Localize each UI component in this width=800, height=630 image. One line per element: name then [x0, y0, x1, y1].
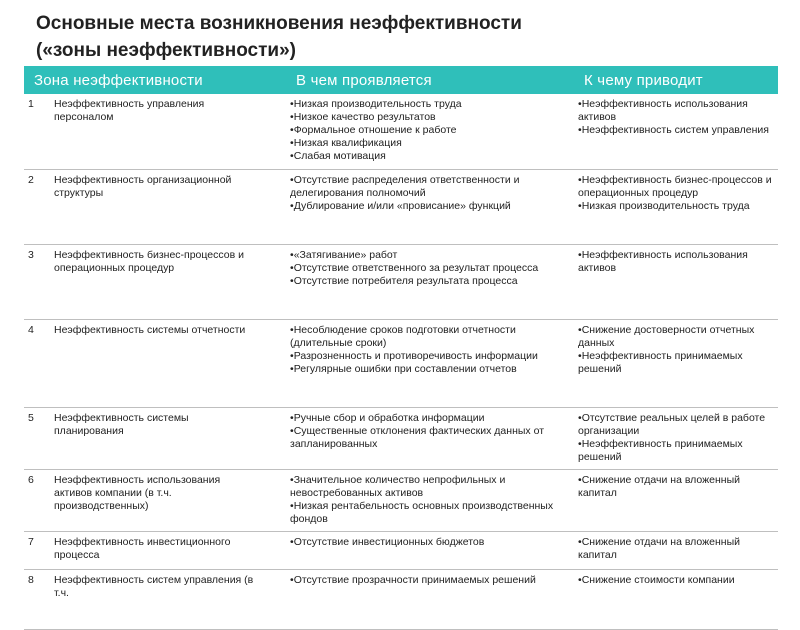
table-header — [24, 66, 778, 94]
zone-cell — [24, 569, 286, 629]
consequence-list — [578, 574, 772, 587]
consequence-item: • Неэффективность использования активов — [578, 249, 772, 275]
table-row — [24, 531, 778, 569]
manifestation-item: • Отсутствие распределения ответственности и делегирования полномочий — [290, 174, 568, 200]
manifestation-item: • Отсутствие потребителя результата процесса — [290, 275, 568, 288]
table-row — [24, 319, 778, 407]
manifestation-list — [290, 474, 568, 526]
zone-name: Неэффективность управления персоналом — [54, 98, 205, 123]
zone-cell — [24, 319, 286, 407]
zone-name: Неэффективность использования активов компании (в т.ч. производственных) — [54, 473, 221, 512]
manifestation-item: • Низкая рентабельность основных производственных фондов — [290, 500, 568, 526]
manifestation-cell — [286, 569, 574, 629]
consequence-cell — [574, 319, 778, 407]
table-row — [24, 469, 778, 531]
manifestation-list — [290, 412, 568, 451]
consequence-item: • Низкая производительность труда — [578, 200, 772, 213]
table-row — [24, 407, 778, 469]
row-number: 6 — [28, 473, 34, 486]
consequence-item: • Снижение отдачи на вложенный капитал — [578, 536, 772, 562]
zone-name: Неэффективность систем управления (в т.ч. — [54, 573, 254, 599]
consequence-list — [578, 412, 772, 464]
manifestation-list — [290, 324, 568, 376]
slide-title-line-2: («зоны неэффективности») — [36, 40, 297, 61]
consequence-list — [578, 174, 772, 213]
consequence-list — [578, 98, 772, 137]
consequence-cell — [574, 569, 778, 629]
consequence-list — [578, 474, 772, 500]
zone-name: Неэффективность системы отчетности — [54, 323, 246, 336]
inefficiency-table — [24, 66, 778, 630]
header-consequence: К чему приводит — [574, 66, 778, 94]
manifestation-item: • Отсутствие прозрачности принимаемых решений — [290, 574, 568, 587]
manifestation-item: • Значительное количество непрофильных и невостребованных активов — [290, 474, 568, 500]
table-body — [24, 94, 778, 629]
manifestation-cell — [286, 531, 574, 569]
manifestation-item: • Низкая квалификация — [290, 137, 568, 150]
manifestation-item: • Формальное отношение к работе — [290, 124, 568, 137]
manifestation-item: • Разрозненность и противоречивость информации — [290, 350, 568, 363]
zone-name: Неэффективность инвестиционного процесса — [54, 535, 231, 561]
table-row — [24, 169, 778, 244]
row-number: 4 — [28, 323, 34, 336]
manifestation-item: • Регулярные ошибки при составлении отчетов — [290, 363, 568, 376]
manifestation-cell — [286, 407, 574, 469]
consequence-item: • Неэффективность принимаемых решений — [578, 438, 772, 464]
manifestation-item: • Низкая производительность труда — [290, 98, 568, 111]
consequence-cell — [574, 469, 778, 531]
row-number: 5 — [28, 411, 34, 424]
zone-cell — [24, 169, 286, 244]
zone-cell — [24, 407, 286, 469]
consequence-item: • Снижение отдачи на вложенный капитал — [578, 474, 772, 500]
table-row — [24, 244, 778, 319]
consequence-list — [578, 324, 772, 376]
manifestation-item: • Дублирование и/или «провисание» функций — [290, 200, 568, 213]
row-number: 7 — [28, 535, 34, 548]
table — [24, 66, 778, 630]
consequence-cell — [574, 169, 778, 244]
consequence-list — [578, 249, 772, 275]
manifestation-item: • Существенные отклонения фактических данных от запланированных — [290, 425, 568, 451]
manifestation-item: • Низкое качество результатов — [290, 111, 568, 124]
zone-cell — [24, 531, 286, 569]
consequence-cell — [574, 407, 778, 469]
consequence-item: • Отсутствие реальных целей в работе организации — [578, 412, 772, 438]
zone-cell — [24, 469, 286, 531]
zone-name: Неэффективность системы планирования — [54, 411, 189, 437]
consequence-item: • Снижение достоверности отчетных данных — [578, 324, 772, 350]
manifestation-list — [290, 249, 568, 288]
manifestation-item: • Слабая мотивация — [290, 150, 568, 163]
manifestation-cell — [286, 169, 574, 244]
zone-name: Неэффективность организационной структуры — [54, 173, 232, 199]
manifestation-item: • «Затягивание» работ — [290, 249, 568, 262]
row-number: 8 — [28, 573, 34, 586]
manifestation-list — [290, 98, 568, 163]
consequence-cell — [574, 94, 778, 169]
manifestation-item: • Отсутствие ответственного за результат процесса — [290, 262, 568, 275]
manifestation-list — [290, 574, 568, 587]
zone-cell — [24, 94, 286, 169]
manifestation-cell — [286, 94, 574, 169]
row-number: 1 — [28, 98, 34, 110]
manifestation-cell — [286, 244, 574, 319]
table-row — [24, 569, 778, 629]
zone-cell — [24, 244, 286, 319]
consequence-item: • Неэффективность систем управления — [578, 124, 772, 137]
table-row — [24, 94, 778, 169]
header-zone: Зона неэффективности — [24, 66, 286, 94]
row-number: 3 — [28, 248, 34, 261]
manifestation-item: • Ручные сбор и обработка информации — [290, 412, 568, 425]
manifestation-item: • Несоблюдение сроков подготовки отчетности (длительные сроки) — [290, 324, 568, 350]
slide-title — [36, 10, 776, 64]
consequence-item: • Неэффективность бизнес-процессов и операционных процедур — [578, 174, 772, 200]
consequence-cell — [574, 244, 778, 319]
manifestation-list — [290, 536, 568, 549]
manifestation-list — [290, 174, 568, 213]
manifestation-cell — [286, 469, 574, 531]
consequence-cell — [574, 531, 778, 569]
manifestation-item: • Отсутствие инвестиционных бюджетов — [290, 536, 568, 549]
consequence-item: • Неэффективность использования активов — [578, 98, 772, 124]
slide-title-line-1: Основные места возникновения неэффективности — [36, 13, 522, 34]
row-number: 2 — [28, 173, 34, 186]
zone-name: Неэффективность бизнес-процессов и операционных процедур — [54, 248, 244, 274]
header-manifestation: В чем проявляется — [286, 66, 574, 94]
consequence-list — [578, 536, 772, 562]
consequence-item: • Неэффективность принимаемых решений — [578, 350, 772, 376]
consequence-item: • Снижение стоимости компании — [578, 574, 772, 587]
header-row — [24, 66, 778, 94]
manifestation-cell — [286, 319, 574, 407]
